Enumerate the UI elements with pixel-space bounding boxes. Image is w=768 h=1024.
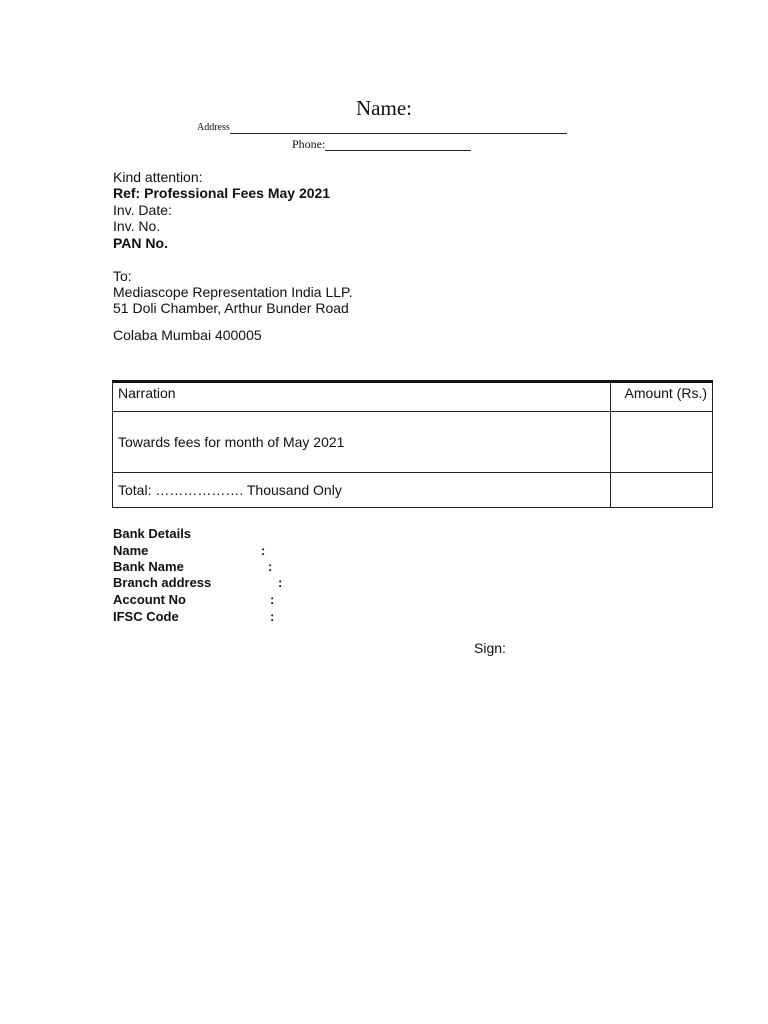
recipient-address-1: 51 Doli Chamber, Arthur Bunder Road: [113, 300, 349, 316]
address-line: [197, 122, 567, 134]
invoice-date: Inv. Date:: [113, 202, 172, 218]
colon-separator: :: [261, 543, 266, 558]
bank-row-ifsc-code: [113, 609, 313, 625]
colon-separator: :: [270, 592, 275, 607]
narration-cell: Towards fees for month of May 2021: [113, 412, 611, 473]
bank-ifsc-code-label: IFSC Code: [113, 609, 179, 624]
colon-separator: :: [270, 609, 275, 624]
bank-details-heading: Bank Details: [113, 526, 192, 541]
total-label-cell: Total: ………………. Thousand Only: [113, 473, 611, 508]
phone-line: [292, 137, 471, 151]
bank-branch-address-label: Branch address: [113, 575, 212, 590]
reference-line: Ref: Professional Fees May 2021: [113, 185, 331, 201]
table-row: [113, 412, 713, 473]
total-amount-cell: [611, 473, 713, 508]
table-total-row: [113, 473, 713, 508]
bank-row-branch-address: [113, 575, 313, 591]
phone-blank-rule: [325, 139, 471, 151]
phone-label: Phone:: [292, 137, 326, 151]
bank-row-name: [113, 543, 313, 559]
name-heading: Name:: [356, 96, 412, 120]
colon-separator: :: [278, 575, 283, 590]
table-header-row: [113, 382, 713, 412]
kind-attention: Kind attention:: [113, 169, 203, 185]
recipient-address-2: Colaba Mumbai 400005: [113, 327, 262, 343]
address-label: Address: [197, 122, 230, 133]
invoice-table: [112, 380, 713, 508]
bank-row-bank-name: [113, 559, 313, 575]
amount-header: Amount (Rs.): [611, 382, 713, 412]
amount-cell: [611, 412, 713, 473]
sign-label: Sign:: [474, 640, 506, 656]
address-blank-rule: [230, 124, 567, 134]
bank-account-no-label: Account No: [113, 592, 186, 607]
to-label: To:: [113, 268, 132, 284]
recipient-company: Mediascope Representation India LLP.: [113, 284, 353, 300]
bank-name-label: Name: [113, 543, 149, 558]
bank-row-account-no: [113, 592, 313, 608]
invoice-number: Inv. No.: [113, 218, 161, 234]
bank-bank-name-label: Bank Name: [113, 559, 184, 574]
narration-header: Narration: [113, 382, 611, 412]
colon-separator: :: [268, 559, 273, 574]
pan-number: PAN No.: [113, 235, 168, 251]
